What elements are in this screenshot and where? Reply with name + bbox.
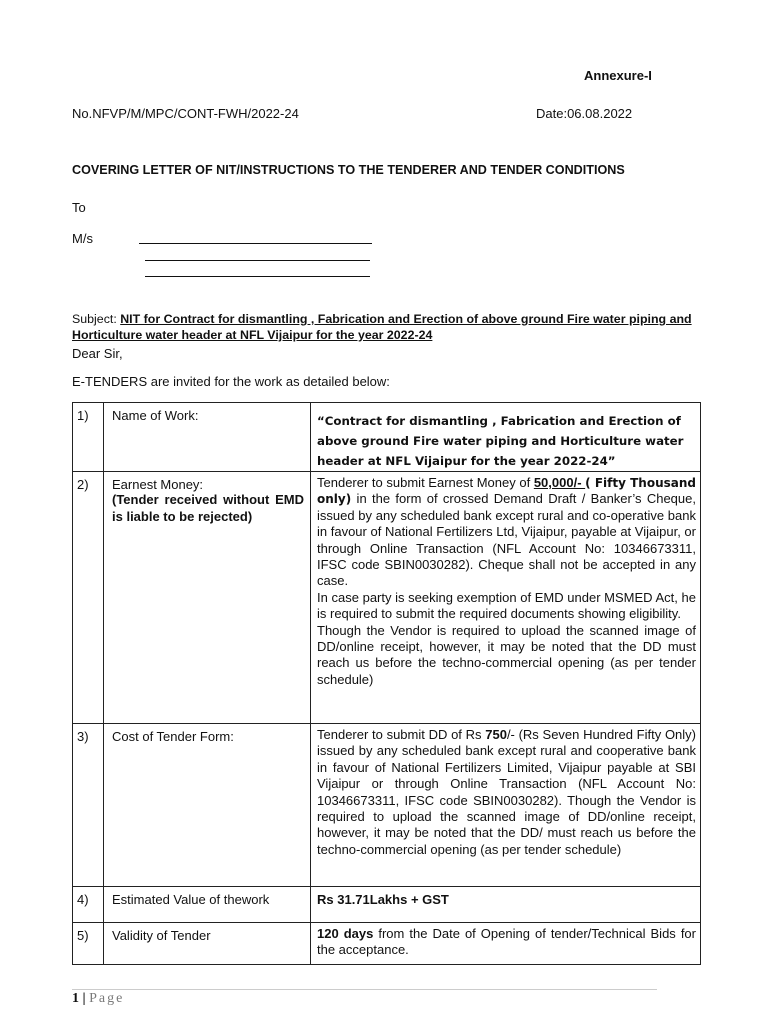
tender-cost-text-b: /- (Rs Seven Hundred Fifty Only) issued by any scheduled bank except rural and cooperative bank in favour of National Fertilizers Limited, Vijaipur payable at SBI Vijaipur or through Online Transaction (NFL Account No: 10346673311, IFSC code SBIN0030282). Though the Vendor is required to upload the scanned image of DD/online receipt, however, it may be noted that the DD/ must reach us before the techno-commercial opening (as per tender schedule) (317, 727, 696, 857)
table-row (73, 403, 701, 472)
row-number: 3) (73, 724, 104, 887)
row-label: Validity of Tender (104, 923, 311, 965)
document-heading: COVERING LETTER OF NIT/INSTRUCTIONS TO THE TENDERER AND TENDER CONDITIONS (72, 163, 625, 177)
subject-text: NIT for Contract for dismantling , Fabrication and Erection of above ground Fire water piping and Horticulture water header at NFL Vijaipur for the year 2022-24 (72, 312, 692, 342)
ms-label: M/s (72, 231, 93, 246)
table-row (73, 724, 701, 887)
emd-text-a: Tenderer to submit Earnest Money of (317, 475, 534, 490)
row-label: Cost of Tender Form: (104, 724, 311, 887)
page-number: 1 (72, 991, 79, 1006)
address-line-1 (139, 243, 372, 244)
page-label: Page (89, 991, 125, 1006)
address-line-2 (145, 260, 370, 261)
row-description (311, 472, 701, 724)
page-separator: | (79, 991, 90, 1006)
subject-prefix: Subject: (72, 312, 121, 326)
row-description (311, 923, 701, 965)
validity-text: from the Date of Opening of tender/Technical Bids for the acceptance. (317, 926, 696, 958)
table-row (73, 923, 701, 965)
intro-text: E-TENDERS are invited for the work as detailed below: (72, 374, 390, 389)
letter-date: Date:06.08.2022 (536, 106, 633, 121)
tender-details-table (72, 402, 701, 965)
row-description (311, 724, 701, 887)
to-label: To (72, 200, 86, 215)
name-of-work: “Contract for dismantling , Fabrication and Erection of above ground Fire water piping and Horticulture water header at NFL Vijaipur for the year 2022-24” (317, 414, 684, 468)
upload-text: Though the Vendor is required to upload the scanned image of DD/online receipt, however, it may be noted that the DD must reach us before the techno-commercial opening (as per tender schedule) (317, 622, 696, 687)
annexure-label: Annexure-I (584, 68, 652, 83)
address-line-3 (145, 276, 370, 277)
page-footer (72, 991, 124, 1007)
row-label (104, 472, 311, 724)
row-number: 2) (73, 472, 104, 724)
emd-amount: 50,000/- (533, 475, 586, 490)
row-description (311, 403, 701, 472)
emd-text-b: in the form of crossed Demand Draft / Banker’s Cheque, issued by any scheduled bank except rural and co-operative bank in favour of National Fertilizers Ltd, Vijaipur, payable at Vijaipur, or through Online Transaction (NFL Account No: 10346673311, IFSC code SBIN0030282). Cheque shall not be accepted in any case. (317, 491, 696, 589)
tender-cost-text-a: Tenderer to submit DD of Rs (317, 727, 486, 742)
table-row (73, 887, 701, 923)
earnest-money-label: Earnest Money: (112, 477, 204, 492)
row-number: 1) (73, 403, 104, 472)
estimated-value: Rs 31.71Lakhs + GST (317, 892, 449, 907)
salutation: Dear Sir, (72, 346, 123, 361)
msmed-text: In case party is seeking exemption of EMD under MSMED Act, he is required to submit the required documents showing eligibility. (317, 589, 696, 622)
footer-divider (72, 989, 657, 990)
table-row (73, 472, 701, 724)
tender-cost-amount: 750 (485, 727, 507, 742)
subject-line (72, 311, 712, 343)
earnest-money-note: (Tender received without EMD is liable to be rejected) (112, 492, 304, 524)
row-label: Estimated Value of thework (104, 887, 311, 923)
validity-days: 120 days (317, 926, 374, 941)
row-number: 4) (73, 887, 104, 923)
earnest-money-text (317, 475, 696, 590)
row-label: Name of Work: (104, 403, 311, 472)
emd-amount-words: ( Fifty Thousand only) (317, 476, 696, 507)
reference-number: No.NFVP/M/MPC/CONT-FWH/2022-24 (72, 106, 299, 121)
row-number: 5) (73, 923, 104, 965)
row-description (311, 887, 701, 923)
